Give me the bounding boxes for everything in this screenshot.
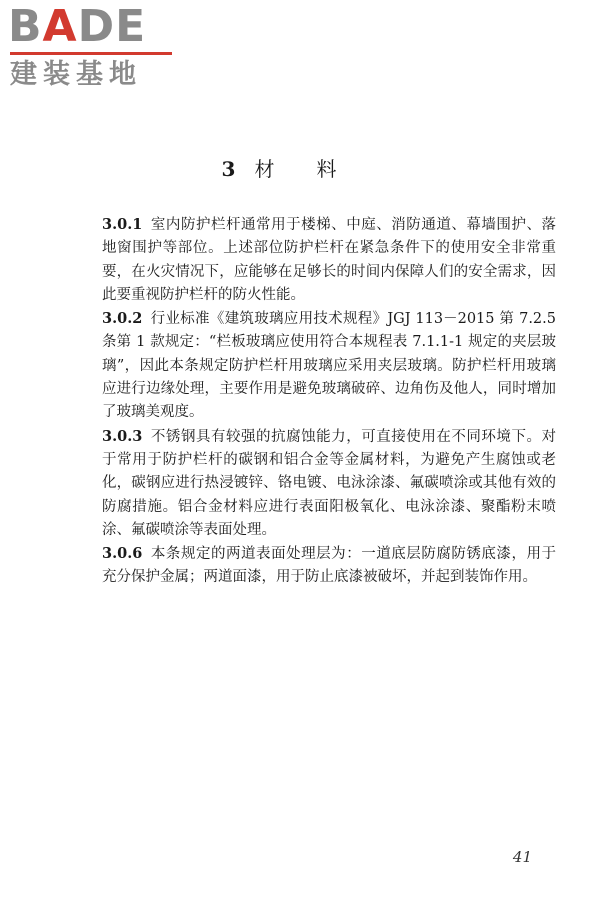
page-number: 41 bbox=[512, 848, 532, 866]
clause-paragraph bbox=[102, 542, 556, 590]
logo-wordmark bbox=[8, 1, 178, 52]
clause-number: 3.0.1 bbox=[102, 216, 143, 233]
clause-text: 行业标准《建筑玻璃应用技术规程》JGJ 113－2015 第 7.2.5 条第 1 款规定：“栏板玻璃应使用符合本规程表 7.1.1-1 规定的夹层玻璃”，因此本条规定防护栏杆用玻璃应采用夹层玻璃。防护栏杆用玻璃应进行边缘处理，主要作用是避免玻璃破碎、边角伤及他人，同时增加了玻璃美观度。 bbox=[102, 311, 556, 421]
clause-text: 不锈钢具有较强的抗腐蚀能力，可直接使用在不同环境下。对于常用于防护栏杆的碳钢和铝合金等金属材料，为避免产生腐蚀或老化，碳钢应进行热浸镀锌、铬电镀、电泳涂漆、氟碳喷涂或其他有效的防腐措施。铝合金材料应进行表面阳极氧化、电泳涂漆、聚酯粉末喷涂、氟碳喷涂等表面处理。 bbox=[102, 428, 556, 538]
clause-paragraph bbox=[102, 425, 556, 542]
clause-number: 3.0.6 bbox=[102, 545, 143, 563]
clause-text: 室内防护栏杆通常用于楼梯、中庭、消防通道、幕墙围护、落地窗围护等部位。上述部位防护栏杆在紧急条件下的使用安全非常重要，在火灾情况下，应能够在足够长的时间内保障人们的安全需求，因此要重视防护栏杆的防火性能。 bbox=[102, 217, 556, 303]
logo-chinese-name: 建装基地 bbox=[10, 59, 142, 90]
logo-letter-b: B bbox=[8, 1, 43, 52]
logo-divider bbox=[10, 52, 172, 55]
body-content bbox=[102, 213, 556, 590]
clause-paragraph bbox=[102, 307, 556, 424]
logo-letters-de: DE bbox=[77, 1, 147, 52]
chapter-name: 材料 bbox=[254, 157, 379, 181]
bade-logo bbox=[8, 1, 178, 91]
logo-letter-a: A bbox=[42, 1, 78, 52]
chapter-title bbox=[0, 155, 600, 183]
clause-number: 3.0.2 bbox=[102, 310, 143, 328]
chapter-number: 3 bbox=[221, 157, 237, 181]
clause-number: 3.0.3 bbox=[102, 427, 143, 445]
clause-text: 本条规定的两道表面处理层为：一道底层防腐防锈底漆，用于充分保护金属；两道面漆，用于防止底漆被破坏，并起到装饰作用。 bbox=[102, 546, 556, 586]
clause-paragraph bbox=[102, 213, 556, 307]
